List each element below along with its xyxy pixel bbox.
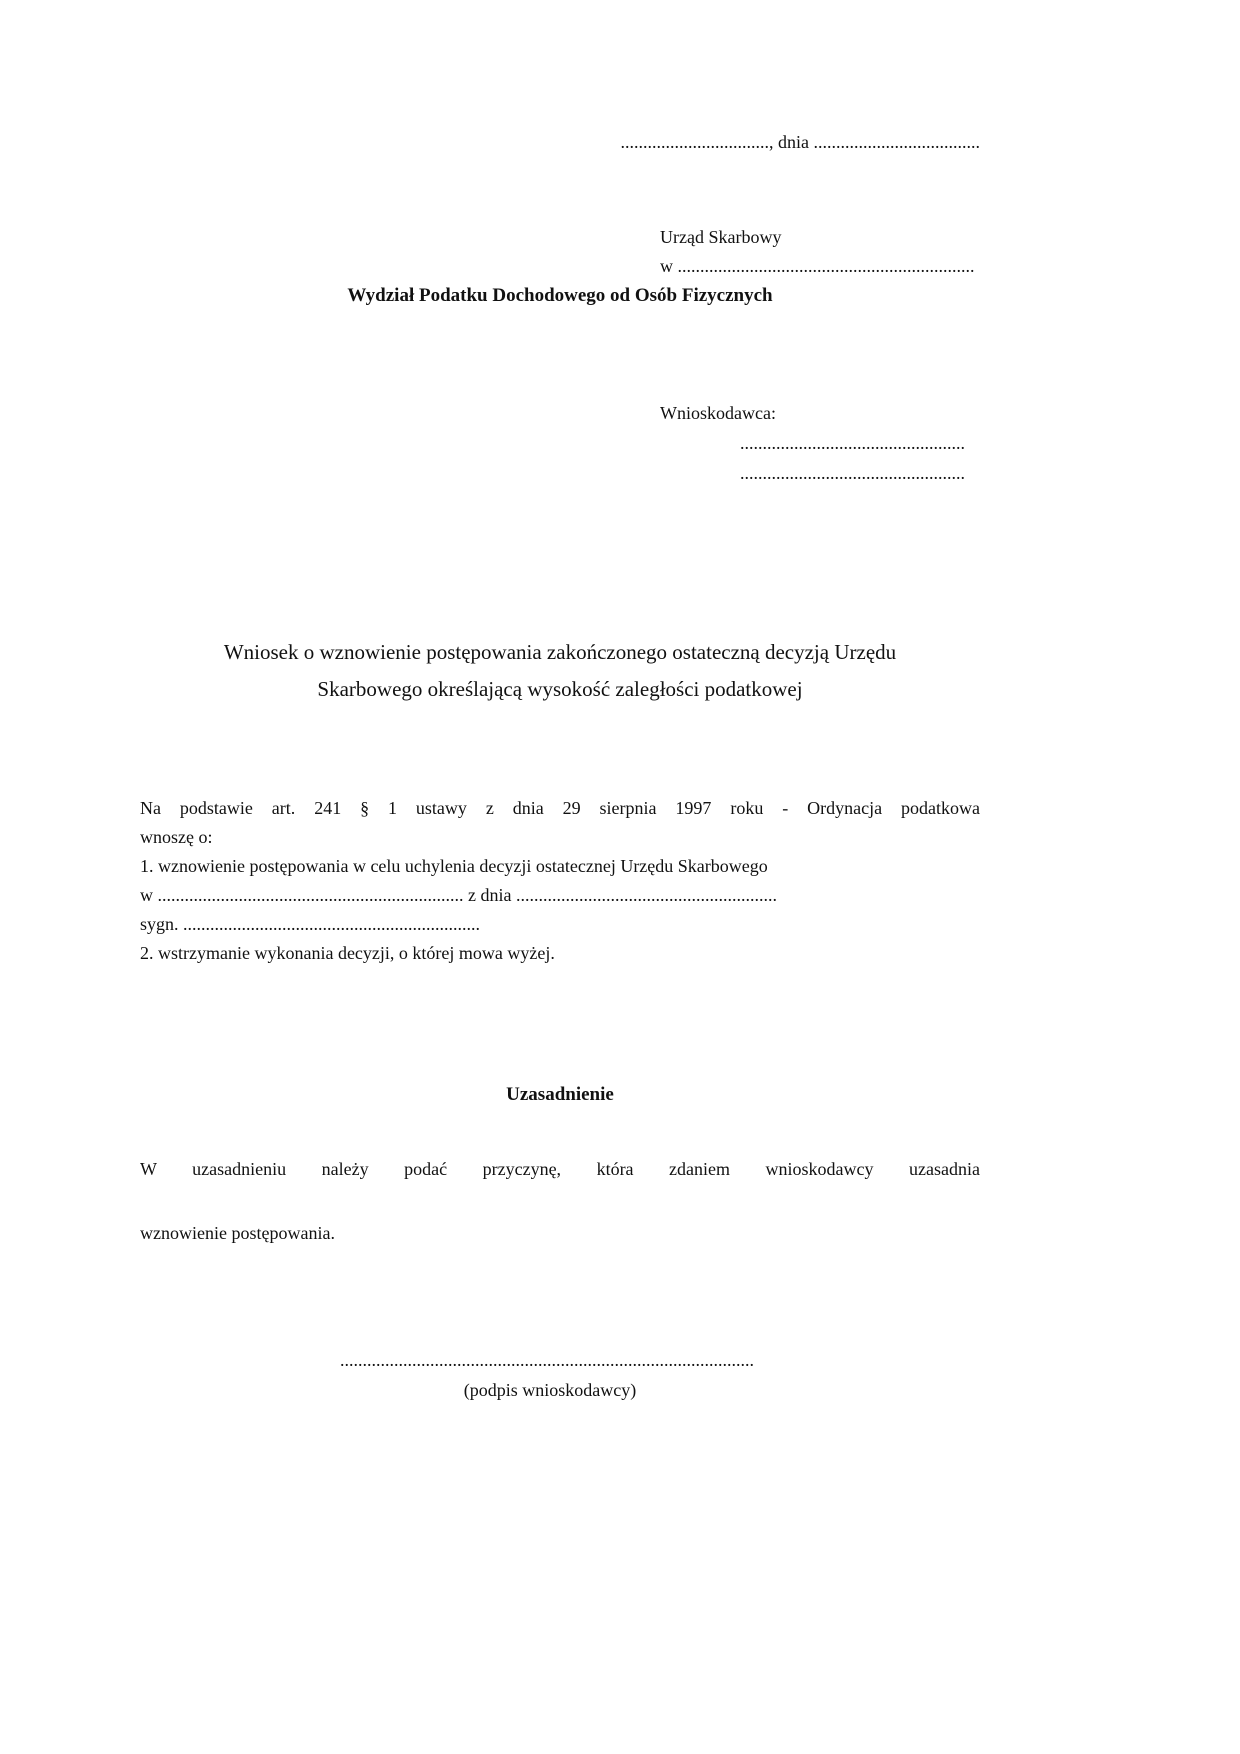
- request-item-1-case-number-fill-line: sygn. ..................................................................: [140, 914, 481, 934]
- recipient-office-name: Urząd Skarbowy: [660, 227, 782, 247]
- justification-text-line-2: wznowienie postępowania.: [140, 1223, 335, 1243]
- applicant-label: Wnioskodawca:: [660, 403, 776, 423]
- document-title-line-2: Skarbowego określającą wysokość zaległości podatkowej: [317, 677, 803, 701]
- document-title: [140, 634, 980, 708]
- recipient-department-name: Wydział Podatku Dochodowego od Osób Fizycznych: [347, 285, 773, 306]
- signature-caption: (podpis wnioskodawcy): [463, 1380, 637, 1400]
- request-legal-basis-continuation: wnoszę o:: [140, 827, 213, 847]
- request-legal-basis-line: Na podstawie art. 241 § 1 ustawy z dnia 29 sierpnia 1997 roku - Ordynacja podatkowa: [140, 798, 980, 818]
- applicant-fill-line-2: ..................................................: [740, 463, 965, 483]
- justification-heading: Uzasadnienie: [506, 1084, 614, 1105]
- recipient-office-location-fill-line: w ..................................................................: [660, 256, 975, 276]
- request-body: [140, 794, 980, 968]
- applicant-block: [660, 398, 980, 488]
- request-item-1: 1. wznowienie postępowania w celu uchylenia decyzji ostatecznej Urzędu Skarbowego: [140, 856, 768, 876]
- recipient-block: [660, 223, 980, 281]
- justification-paragraph: [140, 1137, 980, 1265]
- request-item-1-office-date-fill-line: w .................................................................... z dnia ..........................................................: [140, 885, 777, 905]
- request-item-2: 2. wstrzymanie wykonania decyzji, o której mowa wyżej.: [140, 943, 555, 963]
- signature-fill-line: ............................................................................................: [340, 1350, 754, 1370]
- signature-block: [340, 1345, 760, 1405]
- justification-text-line-1: W uzasadnieniu należy podać przyczynę, która zdaniem wnioskodawcy uzasadnia: [140, 1159, 980, 1179]
- place-and-date-fill-line: ................................., dnia .....................................: [620, 132, 980, 152]
- applicant-fill-line-1: ..................................................: [740, 433, 965, 453]
- document-title-line-1: Wniosek o wznowienie postępowania zakończonego ostateczną decyzją Urzędu: [223, 640, 897, 664]
